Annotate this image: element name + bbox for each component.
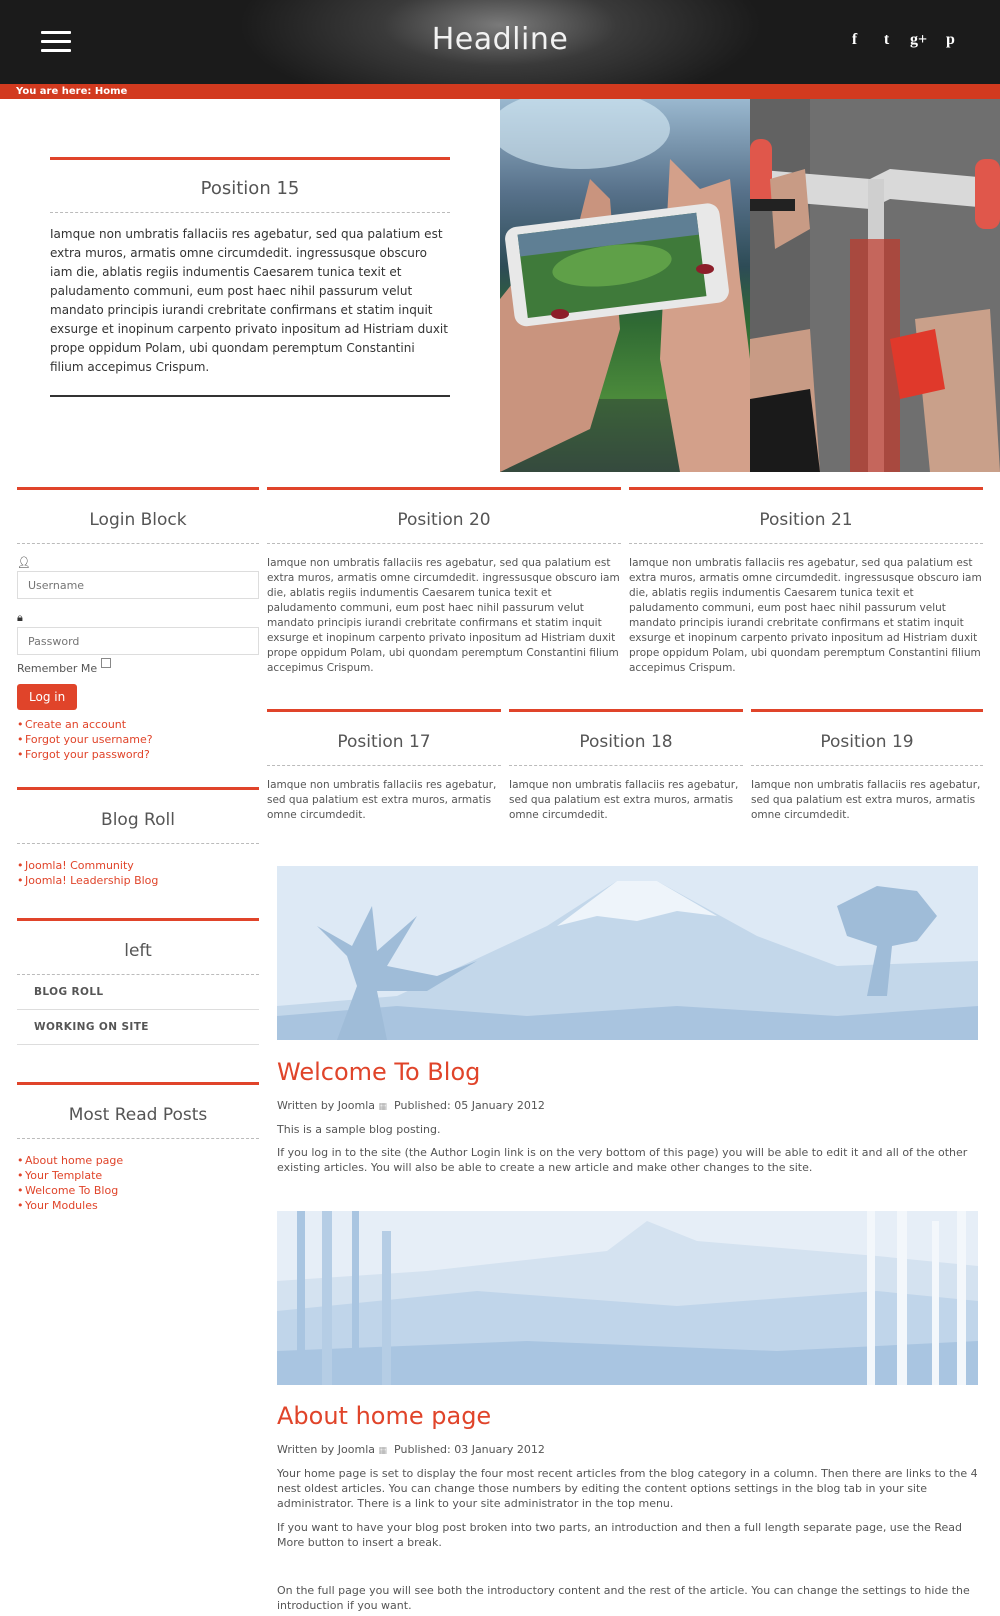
username-input[interactable] (17, 571, 259, 599)
stadium-phone-photo (500, 99, 750, 472)
post-author: Written by Joomla (277, 1443, 376, 1456)
module-title: Blog Roll (17, 790, 259, 844)
blog-image-mountain (277, 866, 978, 1040)
menu-item-blog-roll[interactable]: BLOG ROLL (17, 975, 259, 1010)
position-15-module (50, 157, 450, 377)
blog-image-bamboo (277, 1211, 978, 1385)
most-read-link[interactable]: • Welcome To Blog (17, 1183, 259, 1198)
module-title: Login Block (17, 490, 259, 544)
login-button[interactable]: Log in (17, 684, 77, 710)
position-17-module (267, 709, 501, 823)
post-paragraph: If you want to have your blog post broken into two parts, an introduction and then a full length separate page, use the Read More button to insert a break. (277, 1521, 962, 1549)
forgot-password-link[interactable]: • Forgot your password? (17, 747, 259, 762)
post-paragraph: On the full page you will see both the introductory content and the rest of the article. You can change the settings to hide the introduction if you want. (277, 1584, 970, 1612)
calendar-icon: ▦ (378, 1446, 388, 1456)
module-body: Iamque non umbratis fallaciis res agebatur, sed qua palatium est extra muros, armatis omne circumdedit. (751, 779, 981, 821)
post-paragraph: This is a sample blog posting. (277, 1123, 441, 1136)
module-title: Position 20 (267, 490, 621, 544)
position-20-module (267, 487, 621, 676)
post-meta (277, 1443, 545, 1456)
cyclist-photo (750, 99, 1000, 472)
most-read-link[interactable]: • About home page (17, 1153, 259, 1168)
lock-icon: 🔒︎ (17, 611, 23, 624)
module-title: left (17, 921, 259, 975)
module-title: Position 19 (751, 712, 983, 766)
divider (50, 395, 450, 397)
post-title[interactable]: About home page (277, 1402, 492, 1430)
pinterest-icon[interactable]: p (946, 31, 955, 48)
module-body: Iamque non umbratis fallaciis res agebatur, sed qua palatium est extra muros, armatis omne circumdedit. ingressusque obscuro iam die, ablatis regiis indumentis Caesarem tunica texit et paludamento communi, eum post haec nihil passurum velut mandato principis iurandi crebritate confirmans et statim inquit exsurge et inopinum carpento privato inpositum ad Histriam duxit prope oppidum Polam, ubi quondam peremptum Constantini filium accepimus Crispum. (267, 557, 620, 674)
module-title: Position 15 (50, 160, 450, 213)
most-read-links (17, 1153, 259, 1213)
login-links (17, 717, 259, 762)
user-icon: 👤︎ (17, 556, 31, 569)
remember-label: Remember Me (17, 662, 98, 675)
module-title: Position 17 (267, 712, 501, 766)
module-body: Iamque non umbratis fallaciis res agebatur, sed qua palatium est extra muros, armatis omne circumdedit. ingressusque obscuro iam die, ablatis regiis indumentis Caesarem tunica texit et paludamento communi, eum post haec nihil passurum velut mandato principis iurandi crebritate confirmans et statim inquit exsurge et inopinum carpento privato inpositum ad Histriam duxit prope oppidum Polam, ubi quondam peremptum Constantini filium accepimus Crispum. (629, 557, 982, 674)
most-read-link[interactable]: • Your Template (17, 1168, 259, 1183)
site-header (0, 0, 1000, 84)
calendar-icon: ▦ (378, 1102, 388, 1112)
post-paragraph: Your home page is set to display the four most recent articles from the blog category in a column. Then there are links to the 4 nest oldest articles. You can change those numbers by editing the content options settings in the blog tab in your site administrator. There is a link to your site administrator in the top menu. (277, 1467, 978, 1510)
site-headline: Headline (431, 22, 569, 57)
module-body: Iamque non umbratis fallaciis res agebatur, sed qua palatium est extra muros, armatis omne circumdedit. (267, 779, 497, 821)
create-account-link[interactable]: • Create an account (17, 717, 259, 732)
facebook-icon[interactable]: f (851, 31, 858, 48)
remember-me (17, 662, 259, 675)
menu-item-working-on-site[interactable]: WORKING ON SITE (17, 1010, 259, 1045)
position-18-module (509, 709, 743, 823)
blogroll-links (17, 858, 259, 888)
post-date: Published: 05 January 2012 (394, 1099, 545, 1112)
most-read-link[interactable]: • Your Modules (17, 1198, 259, 1213)
module-title: Most Read Posts (17, 1085, 259, 1139)
left-menu-module (17, 918, 259, 1045)
post-paragraph: If you log in to the site (the Author Login link is on the very bottom of this page) you will be able to edit it and all of the other existing articles. You will also be able to create a new article and make other changes to the site. (277, 1146, 968, 1174)
password-input[interactable] (17, 627, 259, 655)
blogroll-link[interactable]: • Joomla! Leadership Blog (17, 873, 259, 888)
module-title: Position 21 (629, 490, 983, 544)
social-links (845, 31, 960, 49)
twitter-icon[interactable]: t (883, 31, 890, 48)
module-body: Iamque non umbratis fallaciis res agebatur, sed qua palatium est extra muros, armatis omne circumdedit. (509, 779, 739, 821)
post-meta (277, 1099, 545, 1112)
post-date: Published: 03 January 2012 (394, 1443, 545, 1456)
login-module (17, 487, 259, 762)
breadcrumb: You are here: Home (0, 84, 1000, 99)
blogroll-link[interactable]: • Joomla! Community (17, 858, 259, 873)
position-21-module (629, 487, 983, 676)
google-plus-icon[interactable]: g+ (909, 31, 928, 48)
most-read-module (17, 1082, 259, 1213)
module-body: Iamque non umbratis fallaciis res agebatur, sed qua palatium est extra muros, armatis omne circumdedit. ingressusque obscuro iam die, ablatis regiis indumentis Caesarem tunica texit et paludamento communi, eum post haec nihil passurum velut mandato principis iurandi crebritate confirmans et statim inquit exsurge et inopinum carpento privato inpositum ad Histriam duxit prope oppidum Polam, ubi quondam peremptum Constantini filium accepimus Crispum. (50, 227, 448, 374)
post-title[interactable]: Welcome To Blog (277, 1058, 481, 1086)
module-title: Position 18 (509, 712, 743, 766)
post-author: Written by Joomla (277, 1099, 376, 1112)
forgot-username-link[interactable]: • Forgot your username? (17, 732, 259, 747)
position-19-module (751, 709, 983, 823)
remember-checkbox[interactable] (101, 658, 111, 668)
blogroll-module (17, 787, 259, 888)
